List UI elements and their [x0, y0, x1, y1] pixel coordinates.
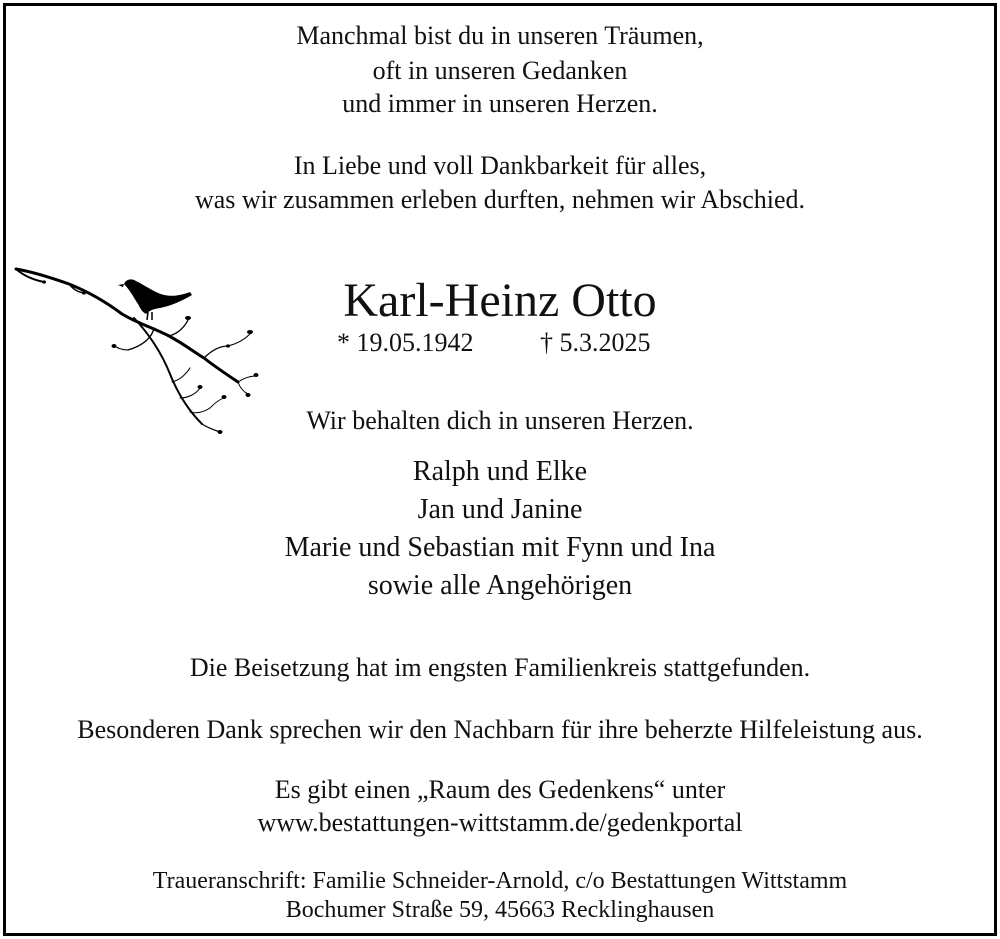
memorial-line-1: Es gibt einen „Raum des Gedenkens“ unter — [274, 775, 726, 804]
mourner-line-1: Ralph und Elke — [412, 456, 588, 487]
deceased-name: Karl-Heinz Otto — [343, 274, 657, 327]
mourner-line-3: Marie und Sebastian mit Fynn und Ina — [284, 532, 716, 563]
intro-line-2: was wir zusammen erleben durften, nehmen wir Abschied. — [194, 185, 806, 214]
memorial-url[interactable]: www.bestattungen-wittstamm.de/gedenkportal — [257, 808, 743, 837]
funeral-note: Die Beisetzung hat im engsten Familienkreis stattgefunden. — [189, 653, 811, 682]
intro-line-1: In Liebe und voll Dankbarkeit für alles, — [293, 151, 707, 180]
address-line-2: Bochumer Straße 59, 45663 Recklinghausen — [285, 897, 715, 923]
death-date: † 5.3.2025 — [540, 328, 651, 357]
thanks-note: Besonderen Dank sprechen wir den Nachbarn für ihre beherzte Hilfeleistung aus. — [77, 715, 923, 744]
verse-line-3: und immer in unseren Herzen. — [342, 89, 658, 118]
verse-line-2: oft in unseren Gedanken — [372, 56, 628, 85]
mourner-line-2: Jan und Janine — [417, 494, 583, 525]
birth-date: * 19.05.1942 — [337, 328, 474, 357]
verse-line-1: Manchmal bist du in unseren Träumen, — [296, 21, 704, 50]
remembrance-line: Wir behalten dich in unseren Herzen. — [306, 406, 694, 435]
mourner-line-4: sowie alle Angehörigen — [367, 570, 633, 601]
address-line-1: Traueranschrift: Familie Schneider-Arnold, c/o Bestattungen Wittstamm — [152, 868, 848, 894]
